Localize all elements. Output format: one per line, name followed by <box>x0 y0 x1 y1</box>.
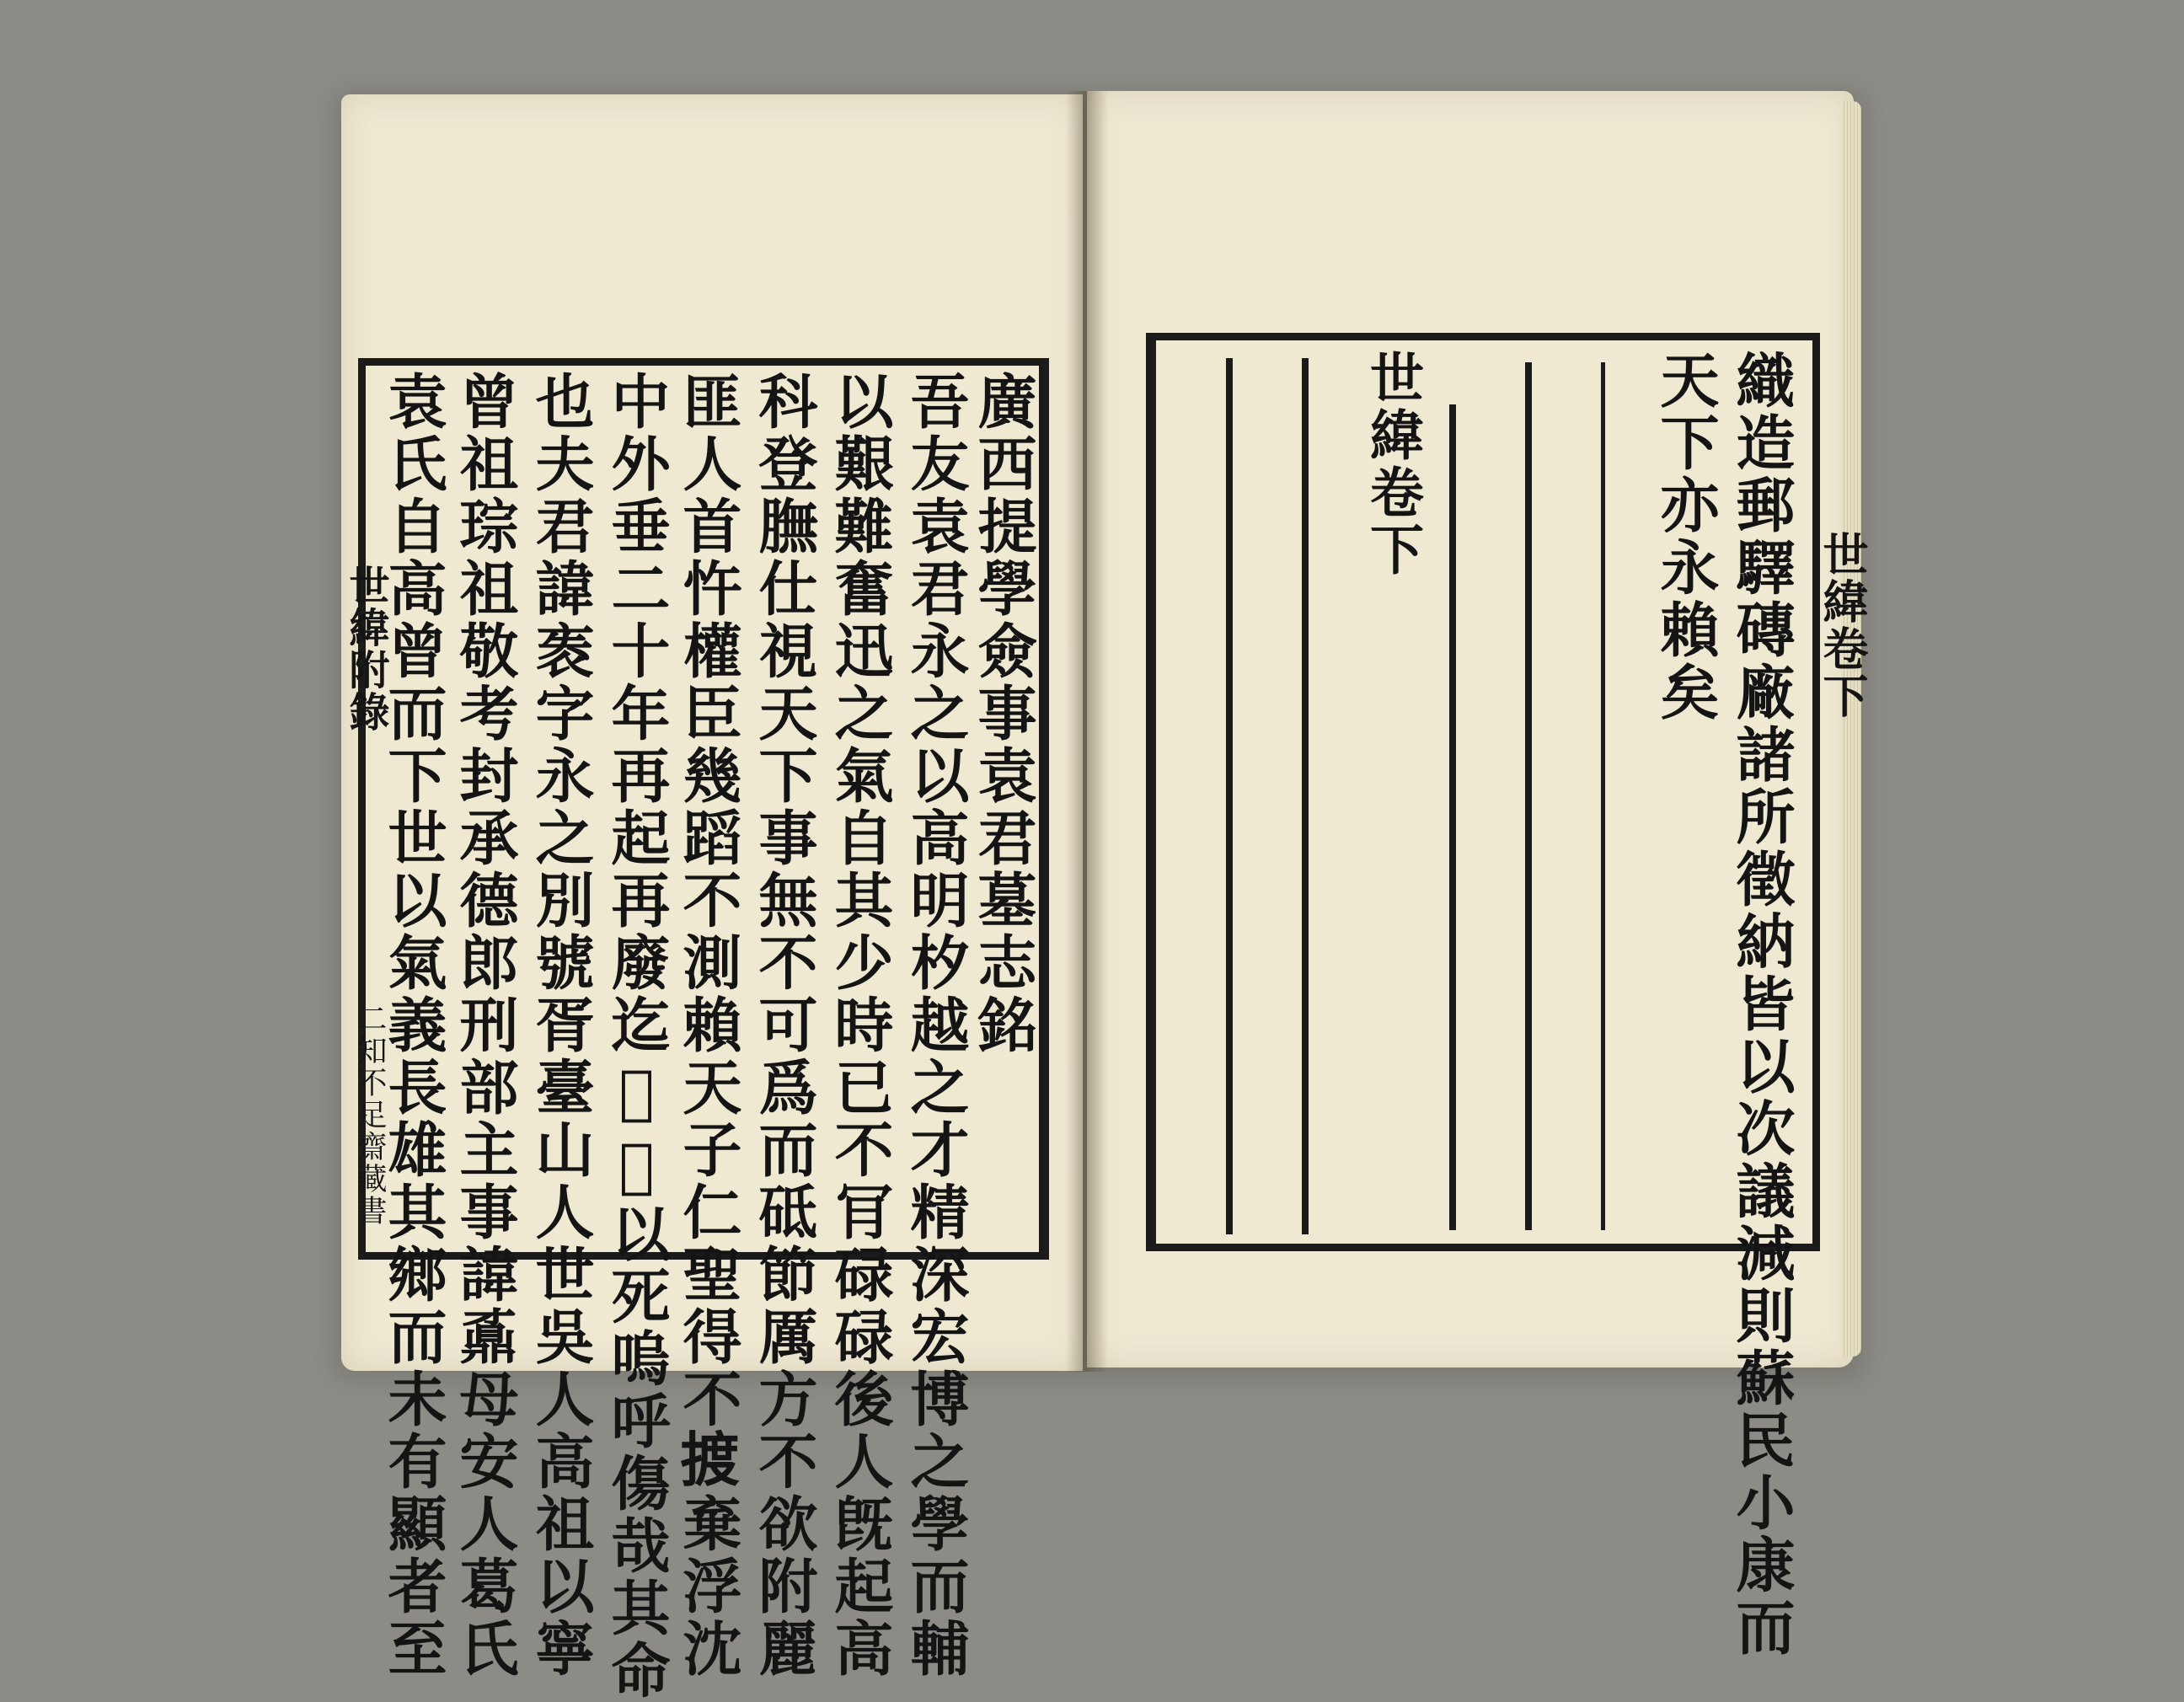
volume-end-title: 世緯卷下 <box>1361 350 1424 579</box>
left-margin-title: 世緯附錄 <box>342 565 389 733</box>
empty-column-rule <box>1302 358 1309 1234</box>
empty-column-rule <box>1601 362 1605 1230</box>
left-column-4: 科登膴仕視天下事無不可爲而砥節厲方不欲附麗 <box>749 371 819 1680</box>
empty-column-rule <box>1449 404 1456 1230</box>
right-margin-title: 世緯卷下 <box>1816 531 1870 720</box>
empty-column-rule <box>1226 358 1233 1234</box>
right-column-1: 織造郵驛磚廠諸所徵納皆以次議減則蘇民小康而 <box>1726 350 1796 1659</box>
left-column-3: 以艱難奮迅之氣自其少時已不肎碌碌後人旣起高 <box>825 371 895 1680</box>
left-column-6: 中外垂二十年再起再廢迄𬄼𧶼以死嗚呼傷哉其命 <box>602 371 672 1702</box>
book-gutter <box>1066 91 1108 1372</box>
left-column-8: 曾祖琮祖敬考封承德郎刑部主事諱鼒母安人葛氏 <box>450 371 520 1680</box>
right-column-2: 天下亦永賴矣 <box>1651 350 1721 724</box>
left-column-1-heading: 廣西提學僉事袁君墓志銘 <box>968 371 1038 1057</box>
page-edges <box>1841 101 1861 1357</box>
left-column-2: 吾友袁君永之以高明𣏐越之才精深宏博之學而輔 <box>901 371 971 1680</box>
left-column-7: 也夫君諱袠字永之別號胥臺山人世吳人高祖以寧 <box>526 371 596 1680</box>
left-margin-footer: 二知不足齋藏書 <box>352 1003 387 1227</box>
empty-column-rule <box>1525 362 1532 1230</box>
left-column-5: 匪人首忤權臣幾蹈不測賴天子仁聖得不𢱋棄浮沈 <box>673 371 743 1680</box>
left-column-9: 袁氏自高曾而下世以氣義長雄其鄉而未有顯者至 <box>378 371 448 1680</box>
